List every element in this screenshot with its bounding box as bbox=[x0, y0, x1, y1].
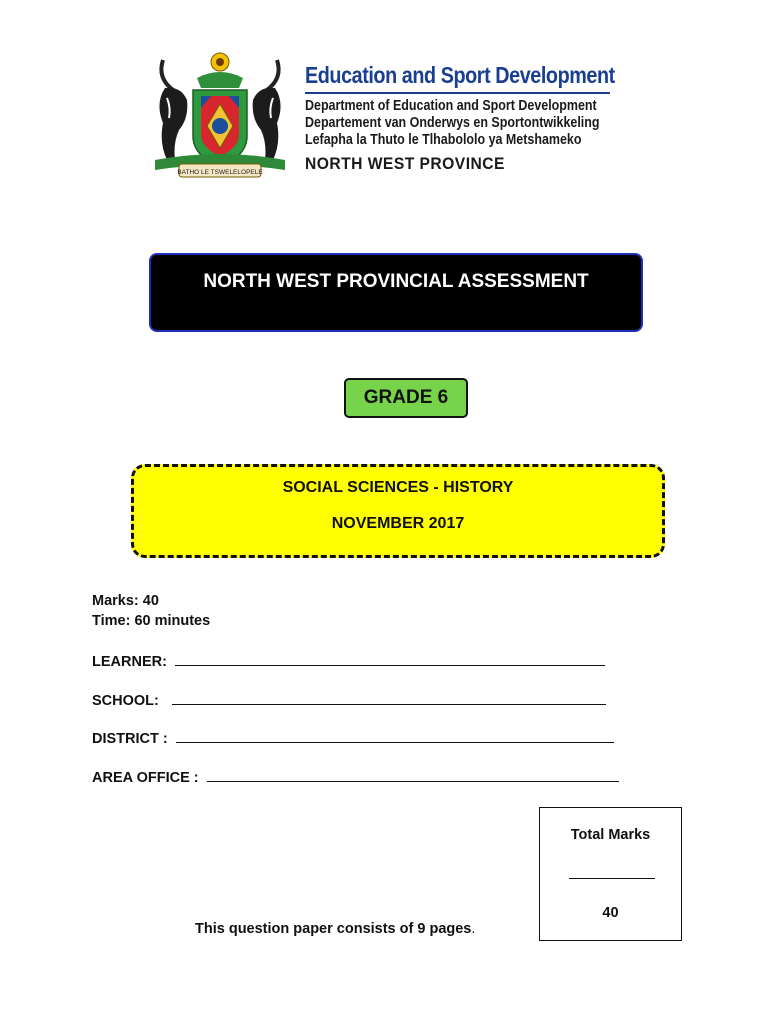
district-field[interactable] bbox=[92, 728, 614, 747]
area-office-label: AREA OFFICE : bbox=[92, 770, 199, 786]
page-count-period: . bbox=[471, 921, 476, 937]
area-office-field[interactable] bbox=[92, 767, 619, 786]
school-blank[interactable] bbox=[172, 690, 606, 705]
department-block bbox=[305, 62, 665, 174]
total-marks-blank[interactable] bbox=[569, 878, 655, 879]
learner-field[interactable] bbox=[92, 651, 605, 670]
assessment-title: NORTH WEST PROVINCIAL ASSESSMENT bbox=[203, 271, 589, 292]
area-office-blank[interactable] bbox=[207, 767, 619, 782]
total-marks-label: Total Marks bbox=[570, 827, 651, 843]
page-count-text: This question paper consists of 9 pages bbox=[195, 921, 472, 937]
time-info: Time: 60 minutes bbox=[92, 613, 211, 629]
total-marks-box bbox=[539, 807, 682, 941]
subject-box bbox=[131, 464, 665, 558]
marks-info: Marks: 40 bbox=[92, 593, 159, 609]
exam-session: NOVEMBER 2017 bbox=[331, 515, 465, 532]
province-name: NORTH WEST PROVINCE bbox=[305, 154, 505, 173]
header bbox=[145, 48, 615, 183]
district-label: DISTRICT : bbox=[92, 731, 168, 747]
department-line-afrikaans: Departement van Onderwys en Sportontwikkeling bbox=[305, 115, 600, 131]
page-count-note bbox=[195, 921, 475, 937]
district-blank[interactable] bbox=[176, 728, 614, 743]
department-line-setswana: Lefapha la Thuto le Tlhabololo ya Metshameko bbox=[305, 132, 582, 148]
subject-name: SOCIAL SCIENCES - HISTORY bbox=[282, 479, 514, 496]
department-title: Education and Sport Development bbox=[305, 62, 615, 88]
learner-label: LEARNER: bbox=[92, 654, 167, 670]
title-divider bbox=[305, 92, 610, 94]
school-field[interactable] bbox=[92, 690, 606, 709]
learner-blank[interactable] bbox=[175, 651, 605, 666]
grade-badge: GRADE 6 bbox=[344, 378, 468, 418]
coat-of-arms-logo bbox=[145, 48, 295, 183]
department-line-english: Department of Education and Sport Development bbox=[305, 98, 597, 114]
school-label: SCHOOL: bbox=[92, 693, 159, 709]
crest-motto-text: BATHO LE TSWELELOPELE bbox=[177, 169, 263, 176]
total-marks-value: 40 bbox=[602, 905, 619, 921]
assessment-title-box bbox=[149, 253, 643, 332]
